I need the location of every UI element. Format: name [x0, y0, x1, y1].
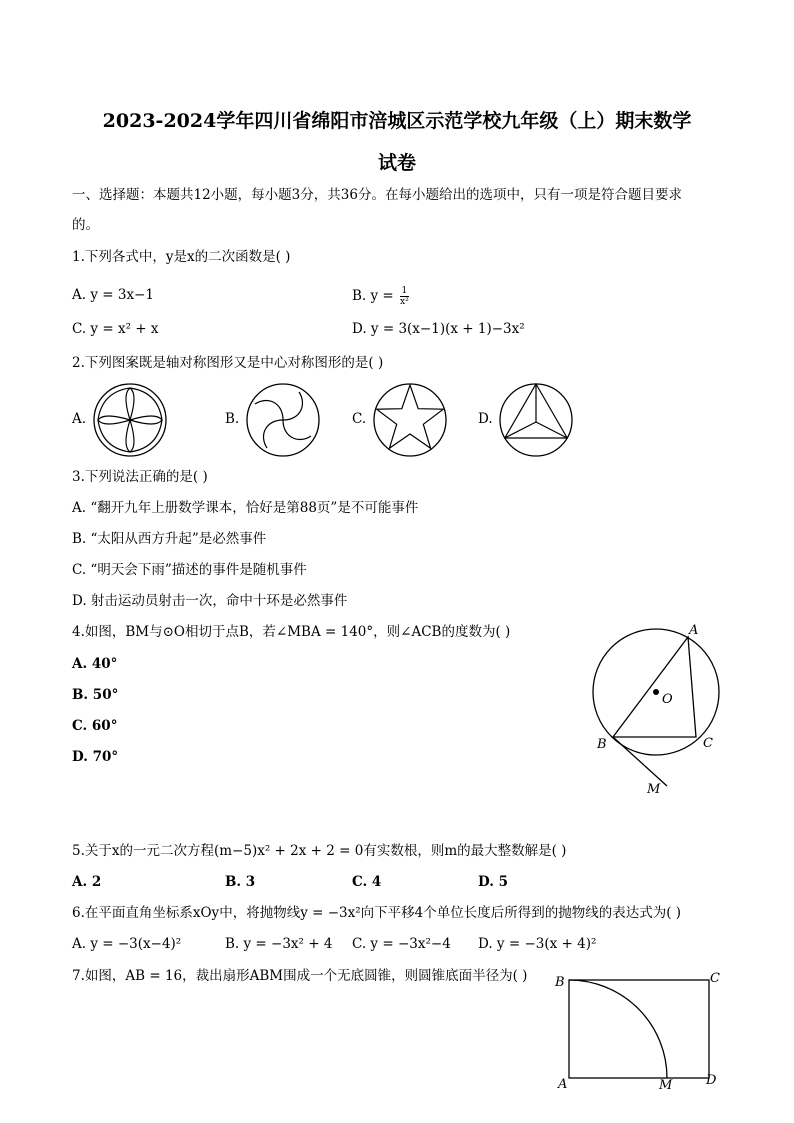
- question-1-option-b: [352, 286, 409, 307]
- fraction: [400, 286, 409, 307]
- label-a: A: [689, 623, 699, 638]
- label-b: B: [597, 737, 607, 752]
- question-2-label-c: C.: [352, 411, 367, 427]
- q7-geometry-figure: [552, 968, 732, 1093]
- section-heading: 一、选择题：本题共12小题，每小题3分，共36分。在每小题给出的选项中，只有一项是符合题目要求: [72, 187, 682, 203]
- question-4-option-a: A. 40°: [72, 656, 118, 672]
- question-2-label-d: D.: [478, 411, 493, 427]
- fraction-numerator: 1: [401, 286, 408, 296]
- question-3-option-a: A. “翻开九年上册数学课本，恰好是第88页”是不可能事件: [72, 500, 419, 516]
- label-m: M: [659, 1078, 673, 1093]
- q2-figure-c-star: [372, 382, 448, 458]
- question-2-stem: 2.下列图案既是轴对称图形又是中心对称图形的是( ): [72, 355, 384, 371]
- question-3-option-d: D. 射击运动员射击一次，命中十环是必然事件: [72, 593, 348, 609]
- question-2-label-b: B.: [225, 411, 240, 427]
- label-m: M: [647, 782, 661, 797]
- question-5-option-a: A. 2: [72, 874, 102, 890]
- question-6-option-c: C. y = −3x²−4: [352, 936, 451, 952]
- question-5-option-d: D. 5: [478, 874, 509, 890]
- label-c: C: [710, 971, 720, 986]
- label-b: B: [555, 975, 565, 990]
- question-5-option-c: C. 4: [352, 874, 382, 890]
- question-4-stem: 4.如图，BM与⊙O相切于点B，若∠MBA = 140°，则∠ACB的度数为( ): [72, 624, 511, 640]
- page-title-line2: 试卷: [377, 152, 416, 174]
- question-5-stem: 5.关于x的一元二次方程(m−5)x² + 2x + 2 = 0有实数根，则m的最大整数解是( ): [72, 843, 567, 859]
- question-6-option-d: D. y = −3(x + 4)²: [478, 936, 597, 952]
- label-d: D: [706, 1073, 717, 1088]
- q2-figure-a-four-petal: [92, 382, 168, 458]
- question-4-option-d: D. 70°: [72, 749, 119, 765]
- label-a: A: [558, 1077, 568, 1092]
- question-6-option-a: A. y = −3(x−4)²: [72, 936, 182, 952]
- section-heading-line2: 的。: [72, 217, 99, 233]
- question-1-option-a: A. y = 3x−1: [72, 287, 154, 303]
- question-2-label-a: A.: [72, 411, 87, 427]
- question-1-option-d: D. y = 3(x−1)(x + 1)−3x²: [352, 321, 525, 337]
- question-4-option-c: C. 60°: [72, 718, 118, 734]
- option-b-prefix: B. y =: [352, 288, 394, 304]
- page-title: 2023-2024学年四川省绵阳市涪城区示范学校九年级（上）期末数学: [102, 110, 692, 132]
- question-1-option-c: C. y = x² + x: [72, 321, 159, 337]
- fraction-denominator: x²: [400, 297, 409, 307]
- question-3-option-c: C. “明天会下雨”描述的事件是随机事件: [72, 562, 307, 578]
- question-4-option-b: B. 50°: [72, 687, 119, 703]
- q4-geometry-figure: [585, 620, 735, 800]
- question-3-stem: 3.下列说法正确的是( ): [72, 469, 208, 485]
- question-3-option-b: B. “太阳从西方升起”是必然事件: [72, 531, 267, 547]
- question-7-stem: 7.如图，AB = 16，裁出扇形ABM围成一个无底圆锥，则圆锥底面半径为( ): [72, 968, 528, 984]
- question-6-option-b: B. y = −3x² + 4: [225, 936, 333, 952]
- label-o: O: [662, 692, 673, 707]
- question-6-stem: 6.在平面直角坐标系xOy中，将抛物线y = −3x²向下平移4个单位长度后所得到的抛物线的表达式为( ): [72, 905, 682, 921]
- label-c: C: [703, 736, 713, 751]
- q2-figure-b-swirl: [245, 382, 321, 458]
- q2-figure-d-triangle: [498, 382, 574, 458]
- question-5-option-b: B. 3: [225, 874, 256, 890]
- question-1-stem: 1.下列各式中，y是x的二次函数是( ): [72, 249, 291, 265]
